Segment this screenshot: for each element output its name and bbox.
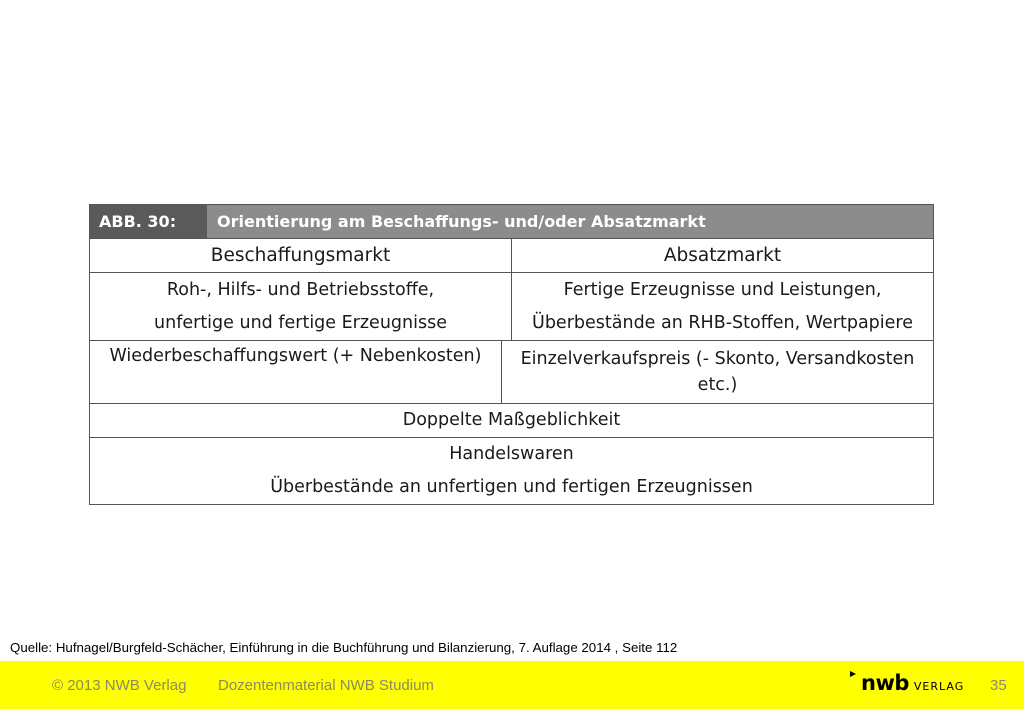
cell-line: etc.): [697, 375, 738, 395]
logo-text-main: nwb: [861, 671, 909, 695]
cell-line: Einzelverkaufspreis (- Skonto, Versandkosten: [520, 349, 915, 369]
cell-line: unfertige und fertige Erzeugnisse: [154, 312, 447, 333]
table-row-full: [90, 438, 933, 504]
figure-header: [90, 205, 933, 239]
footer-bar: [0, 661, 1024, 709]
table-row: [90, 273, 933, 341]
nwb-verlag-logo: [851, 671, 964, 695]
table-cell: [512, 273, 933, 340]
cell-line: Überbestände an RHB-Stoffen, Wertpapiere: [532, 312, 913, 333]
cell-line: Roh-, Hilfs- und Betriebsstoffe,: [166, 279, 435, 300]
column-header-absatzmarkt: Absatzmarkt: [663, 245, 782, 266]
table-header-row: [90, 239, 933, 273]
figure-title: Orientierung am Beschaffungs- und/oder Absatzmarkt: [207, 205, 933, 238]
table-row: [90, 341, 933, 404]
table-cell: [502, 341, 933, 403]
figure-table: [89, 204, 934, 505]
footer-course-title: Dozentenmaterial NWB Studium: [218, 677, 434, 694]
footer-copyright: © 2013 NWB Verlag: [52, 677, 187, 694]
table-cell: Doppelte Maßgeblichkeit: [402, 410, 621, 430]
column-header-beschaffungsmarkt: Beschaffungsmarkt: [90, 239, 512, 272]
cell-line: Überbestände an unfertigen und fertigen Erzeugnissen: [270, 477, 753, 497]
page-number: 35: [990, 677, 1007, 694]
table-row-full: [90, 404, 933, 438]
table-cell: [90, 341, 502, 403]
table-cell: [90, 273, 512, 340]
logo-text-sub: VERLAG: [913, 680, 965, 693]
source-citation: Quelle: Hufnagel/Burgfeld-Schächer, Einführung in die Buchführung und Bilanzierung, 7. Auflage 2014 , Seite 112: [10, 640, 678, 655]
logo-arrow-icon: [850, 671, 856, 677]
cell-line: Wiederbeschaffungswert (+ Nebenkosten): [109, 346, 482, 366]
figure-label: ABB. 30:: [90, 205, 207, 238]
cell-line: Fertige Erzeugnisse und Leistungen,: [563, 279, 882, 300]
cell-line: Handelswaren: [449, 444, 574, 464]
table-cell: [90, 438, 933, 504]
